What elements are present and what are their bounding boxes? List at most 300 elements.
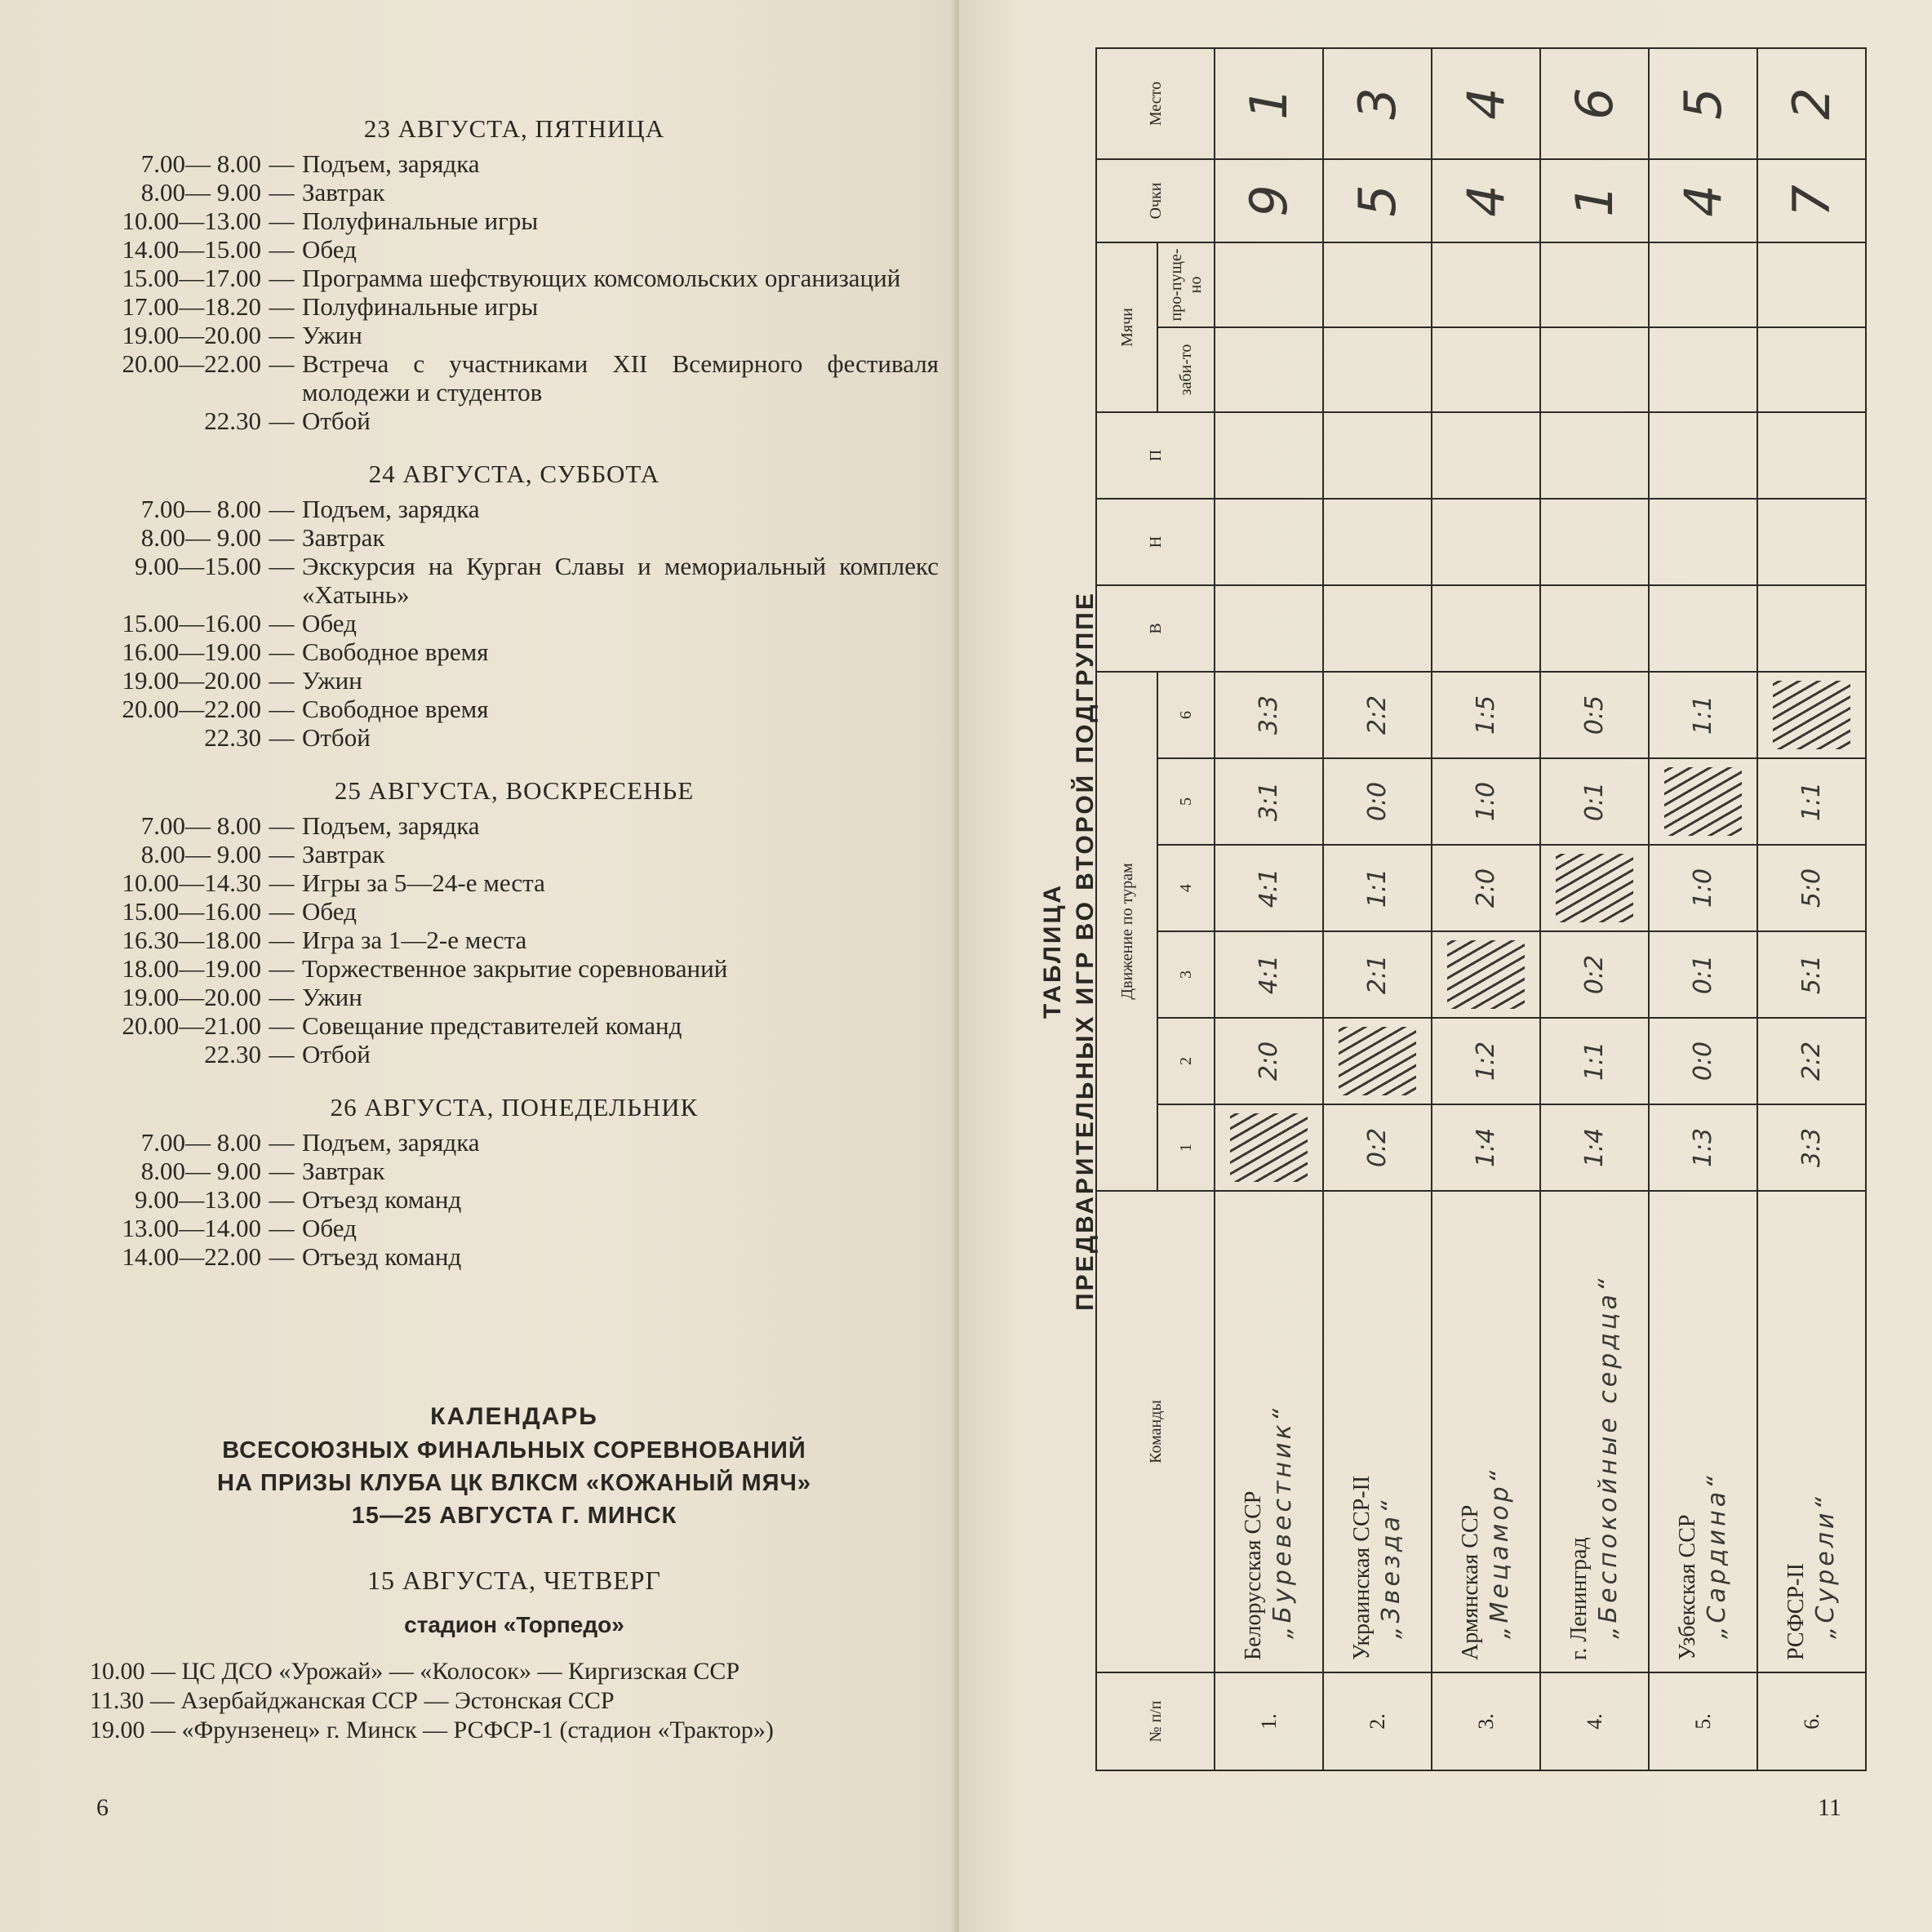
schedule-row	[90, 983, 939, 1011]
row-number: 3.	[1432, 1672, 1540, 1770]
schedule-dash: —	[269, 349, 295, 378]
header-round-4: 4	[1157, 845, 1215, 931]
place-cell	[1432, 48, 1540, 159]
goals-scored-cell	[1540, 327, 1649, 412]
score-text: 2:2	[1363, 695, 1392, 735]
round-score	[1215, 758, 1323, 845]
schedule-dash: —	[269, 1040, 295, 1068]
schedule-activity: Отъезд команд	[302, 1242, 462, 1271]
schedule-time: 9.00—15.00	[135, 552, 261, 580]
schedule-dash: —	[269, 926, 295, 954]
page-number-left: 6	[96, 1794, 109, 1821]
score-text: 4:1	[1255, 954, 1283, 995]
self-match-hatch	[1649, 758, 1757, 845]
schedule-activity: Свободное время	[302, 637, 489, 666]
schedule-row	[90, 1128, 939, 1157]
round-score	[1649, 672, 1757, 758]
self-match-hatch	[1432, 931, 1540, 1018]
schedule-dash: —	[269, 235, 295, 264]
calendar-subtitle-2: НА ПРИЗЫ КЛУБА ЦК ВЛКСМ «КОЖАНЫЙ МЯЧ»	[217, 1470, 811, 1496]
schedule-time: 15.00—17.00	[122, 264, 261, 292]
schedule-dash: —	[269, 695, 295, 723]
goals-scored-cell	[1649, 327, 1757, 412]
header-draws: Н	[1096, 499, 1215, 585]
schedule-dash: —	[269, 149, 295, 178]
score-text: 1:1	[1363, 868, 1392, 908]
schedule-day	[90, 114, 939, 435]
score-text: 0:1	[1580, 781, 1609, 822]
schedule-dash: —	[269, 406, 295, 435]
schedule-time: 20.00—21.00	[122, 1011, 261, 1040]
header-wins: В	[1096, 585, 1215, 672]
score-text: 1:3	[1689, 1127, 1717, 1168]
points-cell	[1215, 159, 1323, 242]
losses-cell	[1323, 412, 1432, 499]
schedule-row	[90, 235, 939, 264]
goals-scored-cell	[1215, 327, 1323, 412]
draws-cell	[1215, 499, 1323, 585]
table-row	[1323, 48, 1432, 1770]
day-title: 26 АВГУСТА, ПОНЕДЕЛЬНИК	[330, 1093, 699, 1121]
header-losses: П	[1096, 412, 1215, 499]
schedule-activity: Подъем, зарядка	[302, 1128, 480, 1157]
goals-scored-cell	[1323, 327, 1432, 412]
score-text: 1:1	[1689, 695, 1717, 735]
schedule-activity: Полуфинальные игры	[302, 207, 539, 235]
goals-conceded-cell	[1215, 242, 1323, 327]
header-teams: Команды	[1096, 1191, 1215, 1672]
draws-cell	[1432, 499, 1540, 585]
schedule-time: 7.00— 8.00	[140, 495, 261, 523]
schedule-dash: —	[269, 1242, 295, 1271]
losses-cell	[1540, 412, 1649, 499]
schedule-row	[90, 1214, 939, 1242]
schedule-day	[90, 1093, 939, 1271]
losses-cell	[1757, 412, 1866, 499]
round-score	[1757, 758, 1866, 845]
row-number: 4.	[1540, 1672, 1649, 1770]
points-value: 4	[1673, 184, 1733, 217]
place-value: 5	[1673, 87, 1733, 120]
results-table-rotated	[1037, 81, 1877, 1771]
schedule-time: 8.00— 9.00	[140, 523, 261, 552]
round-score	[1540, 931, 1649, 1018]
score-text: 0:2	[1363, 1127, 1392, 1168]
schedule-row	[90, 897, 939, 926]
schedule-time: 8.00— 9.00	[140, 1157, 261, 1185]
schedule-dash: —	[269, 1128, 295, 1157]
score-text: 3:3	[1797, 1127, 1826, 1168]
schedule-time: 9.00—13.00	[135, 1185, 261, 1214]
schedule-row	[90, 349, 939, 406]
schedule-row	[90, 149, 939, 178]
place-value: 6	[1565, 87, 1624, 120]
score-text: 1:2	[1472, 1041, 1500, 1081]
place-cell	[1215, 48, 1323, 159]
table-title	[1037, 131, 1102, 1771]
score-text: 0:5	[1580, 695, 1609, 735]
team-cell	[1540, 1191, 1649, 1672]
header-points: Очки	[1096, 159, 1215, 242]
schedule-activity: Игры за 5—24-е места	[302, 868, 545, 897]
round-score	[1540, 1104, 1649, 1191]
wins-cell	[1757, 585, 1866, 672]
header-goals-conceded: про-пуще-но	[1157, 242, 1215, 327]
row-number: 2.	[1323, 1672, 1432, 1770]
header-round-2: 2	[1157, 1018, 1215, 1104]
team-cell	[1757, 1191, 1866, 1672]
schedule-time: 19.00—20.00	[122, 321, 261, 349]
round-score	[1432, 758, 1540, 845]
team-nickname: „Сардина“	[1703, 1472, 1731, 1639]
goals-conceded-cell	[1540, 242, 1649, 327]
schedule-dash: —	[269, 723, 295, 752]
calendar-heading	[90, 1400, 939, 1532]
schedule-activity: Отбой	[302, 406, 371, 435]
schedule-row	[90, 1242, 939, 1271]
schedule-dash: —	[269, 292, 295, 321]
schedule-activity: Встреча с участниками XII Всемирного фестиваля молодежи и студентов	[302, 349, 939, 406]
round-score	[1323, 758, 1432, 845]
schedule-row	[90, 178, 939, 207]
schedule-row	[90, 523, 939, 552]
calendar-venue: стадион «Торпедо»	[404, 1612, 624, 1637]
schedule-activity: Обед	[302, 897, 357, 926]
draws-cell	[1540, 499, 1649, 585]
score-text: 1:5	[1472, 695, 1500, 735]
schedule-time: 14.00—15.00	[122, 235, 261, 264]
losses-cell	[1649, 412, 1757, 499]
header-place: Место	[1096, 48, 1215, 159]
schedule-time: 7.00— 8.00	[140, 1128, 261, 1157]
round-score	[1215, 672, 1323, 758]
round-score	[1649, 931, 1757, 1018]
schedule-activity: Обед	[302, 1214, 357, 1242]
schedule-dash: —	[269, 811, 295, 840]
place-value: 3	[1348, 87, 1407, 120]
team-nickname: „Мецамор“	[1486, 1467, 1514, 1639]
schedule-dash: —	[269, 321, 295, 349]
round-score	[1323, 1104, 1432, 1191]
round-score	[1649, 1104, 1757, 1191]
team-name: Армянская ССР	[1458, 1504, 1483, 1660]
goals-conceded-cell	[1323, 242, 1432, 327]
schedule-dash: —	[269, 897, 295, 926]
goals-conceded-cell	[1757, 242, 1866, 327]
schedule-row	[90, 1157, 939, 1185]
schedule-time: 19.00—20.00	[122, 983, 261, 1011]
schedule-dash: —	[269, 1185, 295, 1214]
points-cell	[1323, 159, 1432, 242]
round-score	[1215, 845, 1323, 931]
team-nickname: „Буревестник“	[1268, 1405, 1297, 1639]
schedule-time: 17.00—18.20	[122, 292, 261, 321]
header-round-1: 1	[1157, 1104, 1215, 1191]
place-cell	[1649, 48, 1757, 159]
schedule-time: 20.00—22.00	[122, 349, 261, 378]
schedule-row	[90, 723, 939, 752]
score-text: 0:1	[1689, 954, 1717, 995]
round-score	[1215, 1018, 1323, 1104]
schedule-activity: Ужин	[302, 666, 362, 695]
schedule-dash: —	[269, 666, 295, 695]
points-cell	[1432, 159, 1540, 242]
round-score	[1432, 672, 1540, 758]
round-score	[1540, 672, 1649, 758]
schedule-dash: —	[269, 983, 295, 1011]
schedule-activity: Подъем, зарядка	[302, 149, 480, 178]
team-name: Украинская ССР-II	[1349, 1475, 1375, 1660]
table-title-line2: ПРЕДВАРИТЕЛЬНЫХ ИГР ВО ВТОРОЙ ПОДГРУППЕ	[1072, 591, 1099, 1311]
schedule-dash: —	[269, 552, 295, 580]
round-score	[1432, 1018, 1540, 1104]
score-text: 0:0	[1363, 781, 1392, 822]
score-text: 5:0	[1797, 868, 1826, 908]
match-item: 11.30 — Азербайджанская ССР — Эстонская ССР	[90, 1687, 615, 1714]
header-goals: Мячи	[1096, 242, 1157, 412]
day-title: 24 АВГУСТА, СУББОТА	[368, 460, 660, 488]
schedule-time: 8.00— 9.00	[140, 178, 261, 207]
points-cell	[1757, 159, 1866, 242]
self-match-hatch	[1540, 845, 1649, 931]
schedule-row	[90, 264, 939, 292]
round-score	[1757, 931, 1866, 1018]
schedule-row	[90, 666, 939, 695]
round-score	[1540, 1018, 1649, 1104]
team-nickname: „Звезда“	[1377, 1497, 1406, 1639]
schedule-row	[90, 1011, 939, 1040]
schedule-row	[90, 292, 939, 321]
wins-cell	[1215, 585, 1323, 672]
points-value: 1	[1565, 184, 1624, 217]
schedule-activity: Завтрак	[302, 523, 385, 552]
schedule-dash: —	[269, 1214, 295, 1242]
schedule-activity: Подъем, зарядка	[302, 495, 480, 523]
schedule-dash: —	[269, 207, 295, 235]
round-score	[1757, 845, 1866, 931]
schedule-time: 13.00—14.00	[122, 1214, 261, 1242]
place-value: 1	[1239, 87, 1299, 120]
goals-conceded-cell	[1649, 242, 1757, 327]
header-num: № п/п	[1096, 1672, 1215, 1770]
schedule-dash: —	[269, 495, 295, 523]
table-row	[1540, 48, 1649, 1770]
round-score	[1649, 845, 1757, 931]
schedule-activity: Завтрак	[302, 840, 385, 868]
schedule-dash: —	[269, 264, 295, 292]
schedule-dash: —	[269, 840, 295, 868]
schedule-time: 10.00—13.00	[122, 207, 261, 235]
score-text: 0:0	[1689, 1041, 1717, 1081]
schedule-activity: Обед	[302, 609, 357, 637]
schedule-activity: Подъем, зарядка	[302, 811, 480, 840]
schedule-activity: Отъезд команд	[302, 1185, 462, 1214]
team-cell	[1323, 1191, 1432, 1672]
team-name: Белорусская ССР	[1241, 1490, 1266, 1660]
schedule-time: 20.00—22.00	[122, 695, 261, 723]
schedule-row	[90, 811, 939, 840]
schedule-activity: Программа шефствующих комсомольских организаций	[302, 264, 901, 292]
schedule-activity: Завтрак	[302, 178, 385, 207]
match-item: 19.00 — «Фрунзенец» г. Минск — РСФСР-1 (стадион «Трактор»)	[90, 1717, 774, 1743]
goals-scored-cell	[1432, 327, 1540, 412]
score-text: 2:2	[1797, 1041, 1826, 1081]
match-list	[90, 1657, 922, 1745]
schedule-dash: —	[269, 609, 295, 637]
schedule-time: 7.00— 8.00	[140, 149, 261, 178]
score-text: 2:0	[1472, 868, 1500, 908]
schedule-activity: Ужин	[302, 321, 362, 349]
losses-cell	[1432, 412, 1540, 499]
place-cell	[1323, 48, 1432, 159]
schedule-row	[90, 552, 939, 609]
points-value: 9	[1239, 184, 1299, 217]
calendar-subtitle: ВСЕСОЮЗНЫХ ФИНАЛЬНЫХ СОРЕВНОВАНИЙ	[222, 1437, 806, 1463]
schedule-time: 7.00— 8.00	[140, 811, 261, 840]
day-title: 25 АВГУСТА, ВОСКРЕСЕНЬЕ	[334, 776, 695, 805]
schedule-activity: Обед	[302, 235, 357, 264]
schedule-dash: —	[269, 868, 295, 897]
schedule-time: 15.00—16.00	[122, 897, 261, 926]
schedule-time: 16.30—18.00	[122, 926, 261, 954]
schedule-row	[90, 609, 939, 637]
schedule-row	[90, 954, 939, 983]
left-page	[0, 0, 959, 1932]
place-cell	[1540, 48, 1649, 159]
team-cell	[1215, 1191, 1323, 1672]
team-cell	[1649, 1191, 1757, 1672]
self-match-hatch	[1215, 1104, 1323, 1191]
schedule-row	[90, 495, 939, 523]
schedule-row	[90, 840, 939, 868]
draws-cell	[1649, 499, 1757, 585]
team-nickname: „Сурели“	[1811, 1494, 1840, 1639]
place-value: 2	[1782, 87, 1841, 120]
points-cell	[1540, 159, 1649, 242]
goals-conceded-cell	[1432, 242, 1540, 327]
schedule-activity: Отбой	[302, 723, 371, 752]
calendar-day: 15 АВГУСТА, ЧЕТВЕРГ	[366, 1566, 662, 1595]
points-value: 5	[1348, 184, 1407, 217]
schedule-time: 22.30	[204, 406, 261, 435]
schedule-row	[90, 406, 939, 435]
schedule-dash: —	[269, 523, 295, 552]
schedule-activity: Завтрак	[302, 1157, 385, 1185]
schedule-time: 16.00—19.00	[122, 637, 261, 666]
header-rounds: Движение по турам	[1096, 672, 1157, 1191]
schedule-day	[90, 460, 939, 752]
header-round-6: 6	[1157, 672, 1215, 758]
row-number: 5.	[1649, 1672, 1757, 1770]
schedule-time: 10.00—14.30	[122, 868, 261, 897]
score-text: 4:1	[1255, 868, 1283, 908]
header-round-3: 3	[1157, 931, 1215, 1018]
day-title: 23 АВГУСТА, ПЯТНИЦА	[363, 114, 665, 143]
score-text: 1:0	[1689, 868, 1717, 908]
score-text: 3:3	[1255, 695, 1283, 735]
wins-cell	[1649, 585, 1757, 672]
place-cell	[1757, 48, 1866, 159]
calendar-title: КАЛЕНДАРЬ	[430, 1403, 598, 1430]
match-item: 10.00 — ЦС ДСО «Урожай» — «Колосок» — Киргизская ССР	[90, 1658, 740, 1685]
schedule-dash: —	[269, 954, 295, 983]
team-name: Узбекская ССР	[1675, 1514, 1700, 1660]
round-score	[1323, 672, 1432, 758]
schedule-time: 22.30	[204, 723, 261, 752]
place-value: 4	[1456, 87, 1516, 120]
schedule-time: 8.00— 9.00	[140, 840, 261, 868]
round-score	[1432, 1104, 1540, 1191]
schedule-row	[90, 207, 939, 235]
schedule-dash: —	[269, 637, 295, 666]
round-score	[1215, 931, 1323, 1018]
schedule-activity: Экскурсия на Курган Славы и мемориальный комплекс «Хатынь»	[302, 552, 939, 609]
results-body	[1215, 48, 1866, 1770]
schedule-dash: —	[269, 1157, 295, 1185]
page-number-right: 11	[1818, 1794, 1841, 1821]
table-row	[1757, 48, 1866, 1770]
schedule-row	[90, 1185, 939, 1214]
points-value: 7	[1782, 184, 1841, 217]
wins-cell	[1432, 585, 1540, 672]
team-name: г. Ленинград	[1566, 1537, 1592, 1660]
schedule-activity: Торжественное закрытие соревнований	[302, 954, 728, 983]
goals-scored-cell	[1757, 327, 1866, 412]
round-score	[1432, 845, 1540, 931]
schedule-activity: Отбой	[302, 1040, 371, 1068]
points-cell	[1649, 159, 1757, 242]
table-row	[1432, 48, 1540, 1770]
points-value: 4	[1456, 184, 1516, 217]
draws-cell	[1323, 499, 1432, 585]
round-score	[1757, 1018, 1866, 1104]
schedule-activity: Игра за 1—2-е места	[302, 926, 527, 954]
schedule-time: 18.00—19.00	[122, 954, 261, 983]
team-nickname: „Беспокойные сердца“	[1594, 1275, 1623, 1639]
score-text: 1:4	[1580, 1127, 1609, 1168]
daily-schedule	[90, 114, 939, 1295]
results-table	[1095, 47, 1867, 1771]
draws-cell	[1757, 499, 1866, 585]
score-text: 1:0	[1472, 781, 1500, 822]
schedule-row	[90, 1040, 939, 1068]
round-score	[1757, 1104, 1866, 1191]
schedule-activity: Совещание представителей команд	[302, 1011, 682, 1040]
schedule-row	[90, 926, 939, 954]
schedule-dash: —	[269, 1011, 295, 1040]
schedule-time: 19.00—20.00	[122, 666, 261, 695]
team-cell	[1432, 1191, 1540, 1672]
score-text: 0:2	[1580, 954, 1609, 995]
self-match-hatch	[1757, 672, 1866, 758]
table-title-line1: ТАБЛИЦА	[1039, 882, 1066, 1019]
losses-cell	[1215, 412, 1323, 499]
header-goals-scored: заби-то	[1157, 327, 1215, 412]
schedule-time: 14.00—22.00	[122, 1242, 261, 1271]
round-score	[1649, 1018, 1757, 1104]
round-score	[1323, 845, 1432, 931]
score-text: 2:0	[1255, 1041, 1283, 1081]
score-text: 1:4	[1472, 1127, 1500, 1168]
wins-cell	[1540, 585, 1649, 672]
score-text: 2:1	[1363, 954, 1392, 995]
table-row	[1649, 48, 1757, 1770]
schedule-activity: Свободное время	[302, 695, 489, 723]
schedule-time: 15.00—16.00	[122, 609, 261, 637]
schedule-time: 22.30	[204, 1040, 261, 1068]
schedule-activity: Ужин	[302, 983, 362, 1011]
row-number: 1.	[1215, 1672, 1323, 1770]
